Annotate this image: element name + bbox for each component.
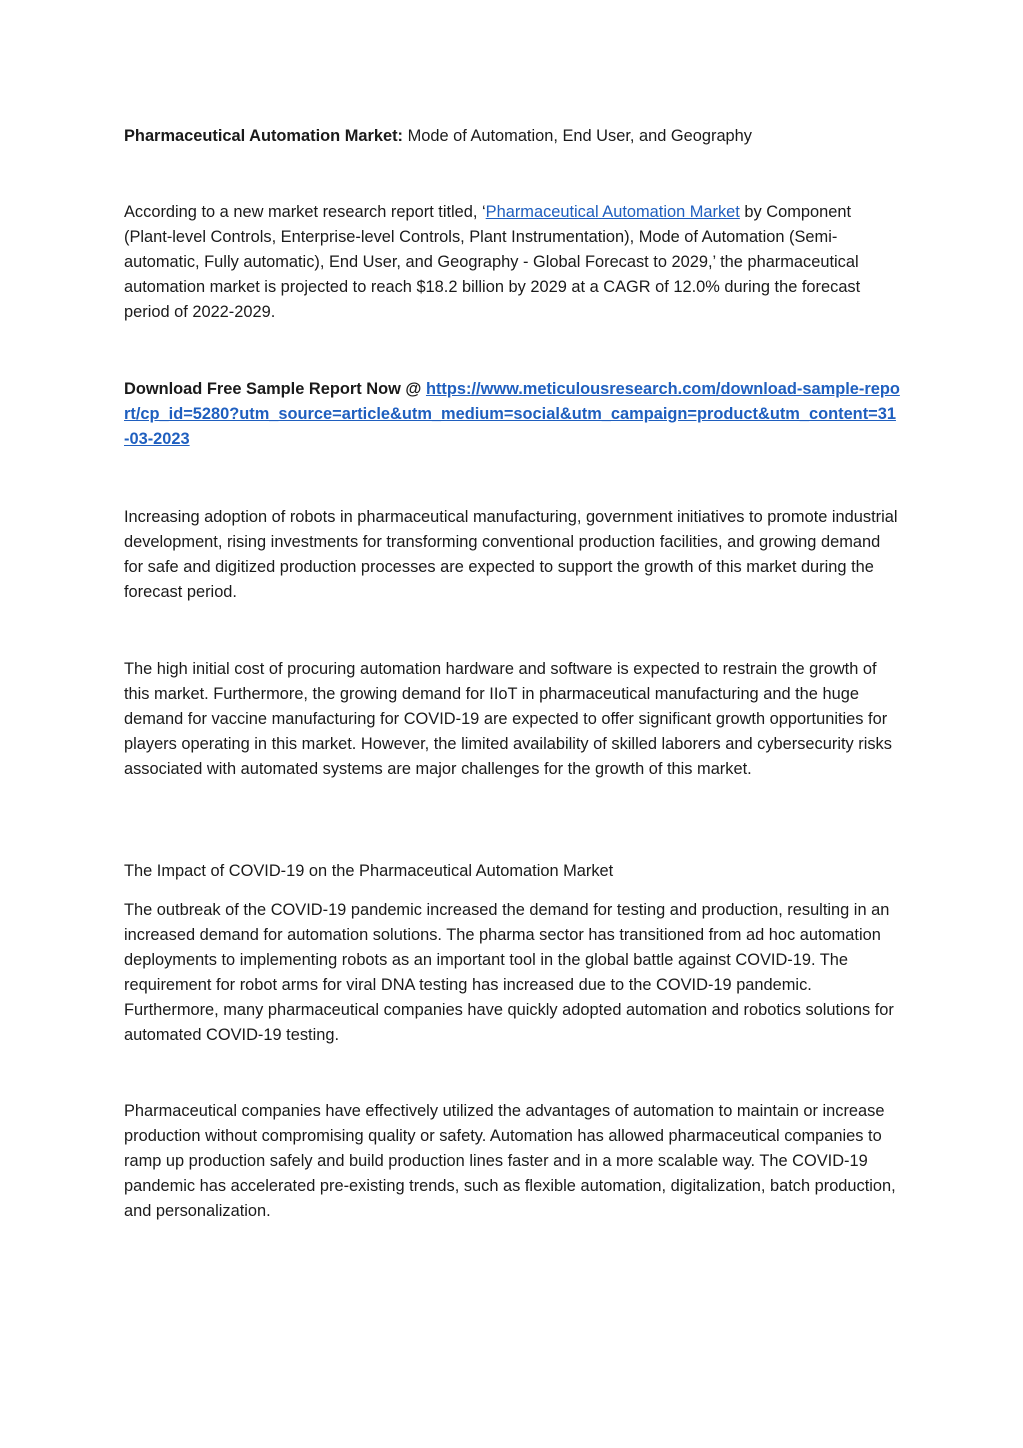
covid-impact-heading: The Impact of COVID-19 on the Pharmaceutical Automation Market	[124, 862, 614, 880]
covid-paragraph-2: Pharmaceutical companies have effectively utilized the advantages of automation to maintain or increase production without compromising quality or safety. Automation has allowed pharmaceutical companies to ramp up production safely and build production lines faster and in a more scalable way. The COVID-19 pandemic has accelerated pre-existing trends, such as flexible automation, digitalization, batch production, and personalization.	[124, 1102, 896, 1220]
drivers-paragraph: Increasing adoption of robots in pharmaceutical manufacturing, government initiatives to promote industrial development, rising investments for transforming conventional production facilities, and growing demand for safe and digitized production processes are expected to support the growth of this market during the forecast period.	[124, 508, 898, 601]
intro-before-link: According to a new market research report titled, ‘	[124, 203, 486, 221]
download-label: Download Free Sample Report Now @	[124, 380, 426, 398]
title-bold: Pharmaceutical Automation Market:	[124, 127, 404, 145]
covid-paragraph-1: The outbreak of the COVID-19 pandemic increased the demand for testing and production, resulting in an increased demand for automation solutions. The pharma sector has transitioned from ad hoc automation deployments to implementing robots as an important tool in the global battle against COVID-19. The requirement for robot arms for viral DNA testing has increased due to the COVID-19 pandemic. Furthermore, many pharmaceutical companies have quickly adopted automation and robotics solutions for automated COVID-19 testing.	[124, 901, 894, 1044]
download-sample-link[interactable]: https://www.meticulousresearch.com/download-sample-report/cp_id=5280?utm_source=article&utm_medium=social&utm_campaign=product&utm_content=31-03-2023	[124, 380, 900, 448]
market-report-link[interactable]: Pharmaceutical Automation Market	[485, 203, 740, 221]
intro-after-link: by Component (Plant-level Controls, Enterprise-level Controls, Plant Instrumentation), Mode of Automation (Semi-automatic, Fully automatic), End User, and Geography - Global Forecast to 2029,’ the pharmaceutical automation market is projected to reach $18.2 billion by 2029 at a CAGR of 12.0% during the forecast period of 2022-2029.	[124, 203, 861, 321]
title-rest: Mode of Automation, End User, and Geography	[403, 127, 752, 145]
restraints-paragraph: The high initial cost of procuring automation hardware and software is expected to restrain the growth of this market. Furthermore, the growing demand for IIoT in pharmaceutical manufacturing and the huge demand for vaccine manufacturing for COVID-19 are expected to offer significant growth opportunities for players operating in this market. However, the limited availability of skilled laborers and cybersecurity risks associated with automated systems are major challenges for the growth of this market.	[124, 660, 892, 778]
document-title	[124, 124, 900, 149]
intro-paragraph	[124, 200, 900, 325]
download-sample-paragraph	[124, 377, 900, 452]
